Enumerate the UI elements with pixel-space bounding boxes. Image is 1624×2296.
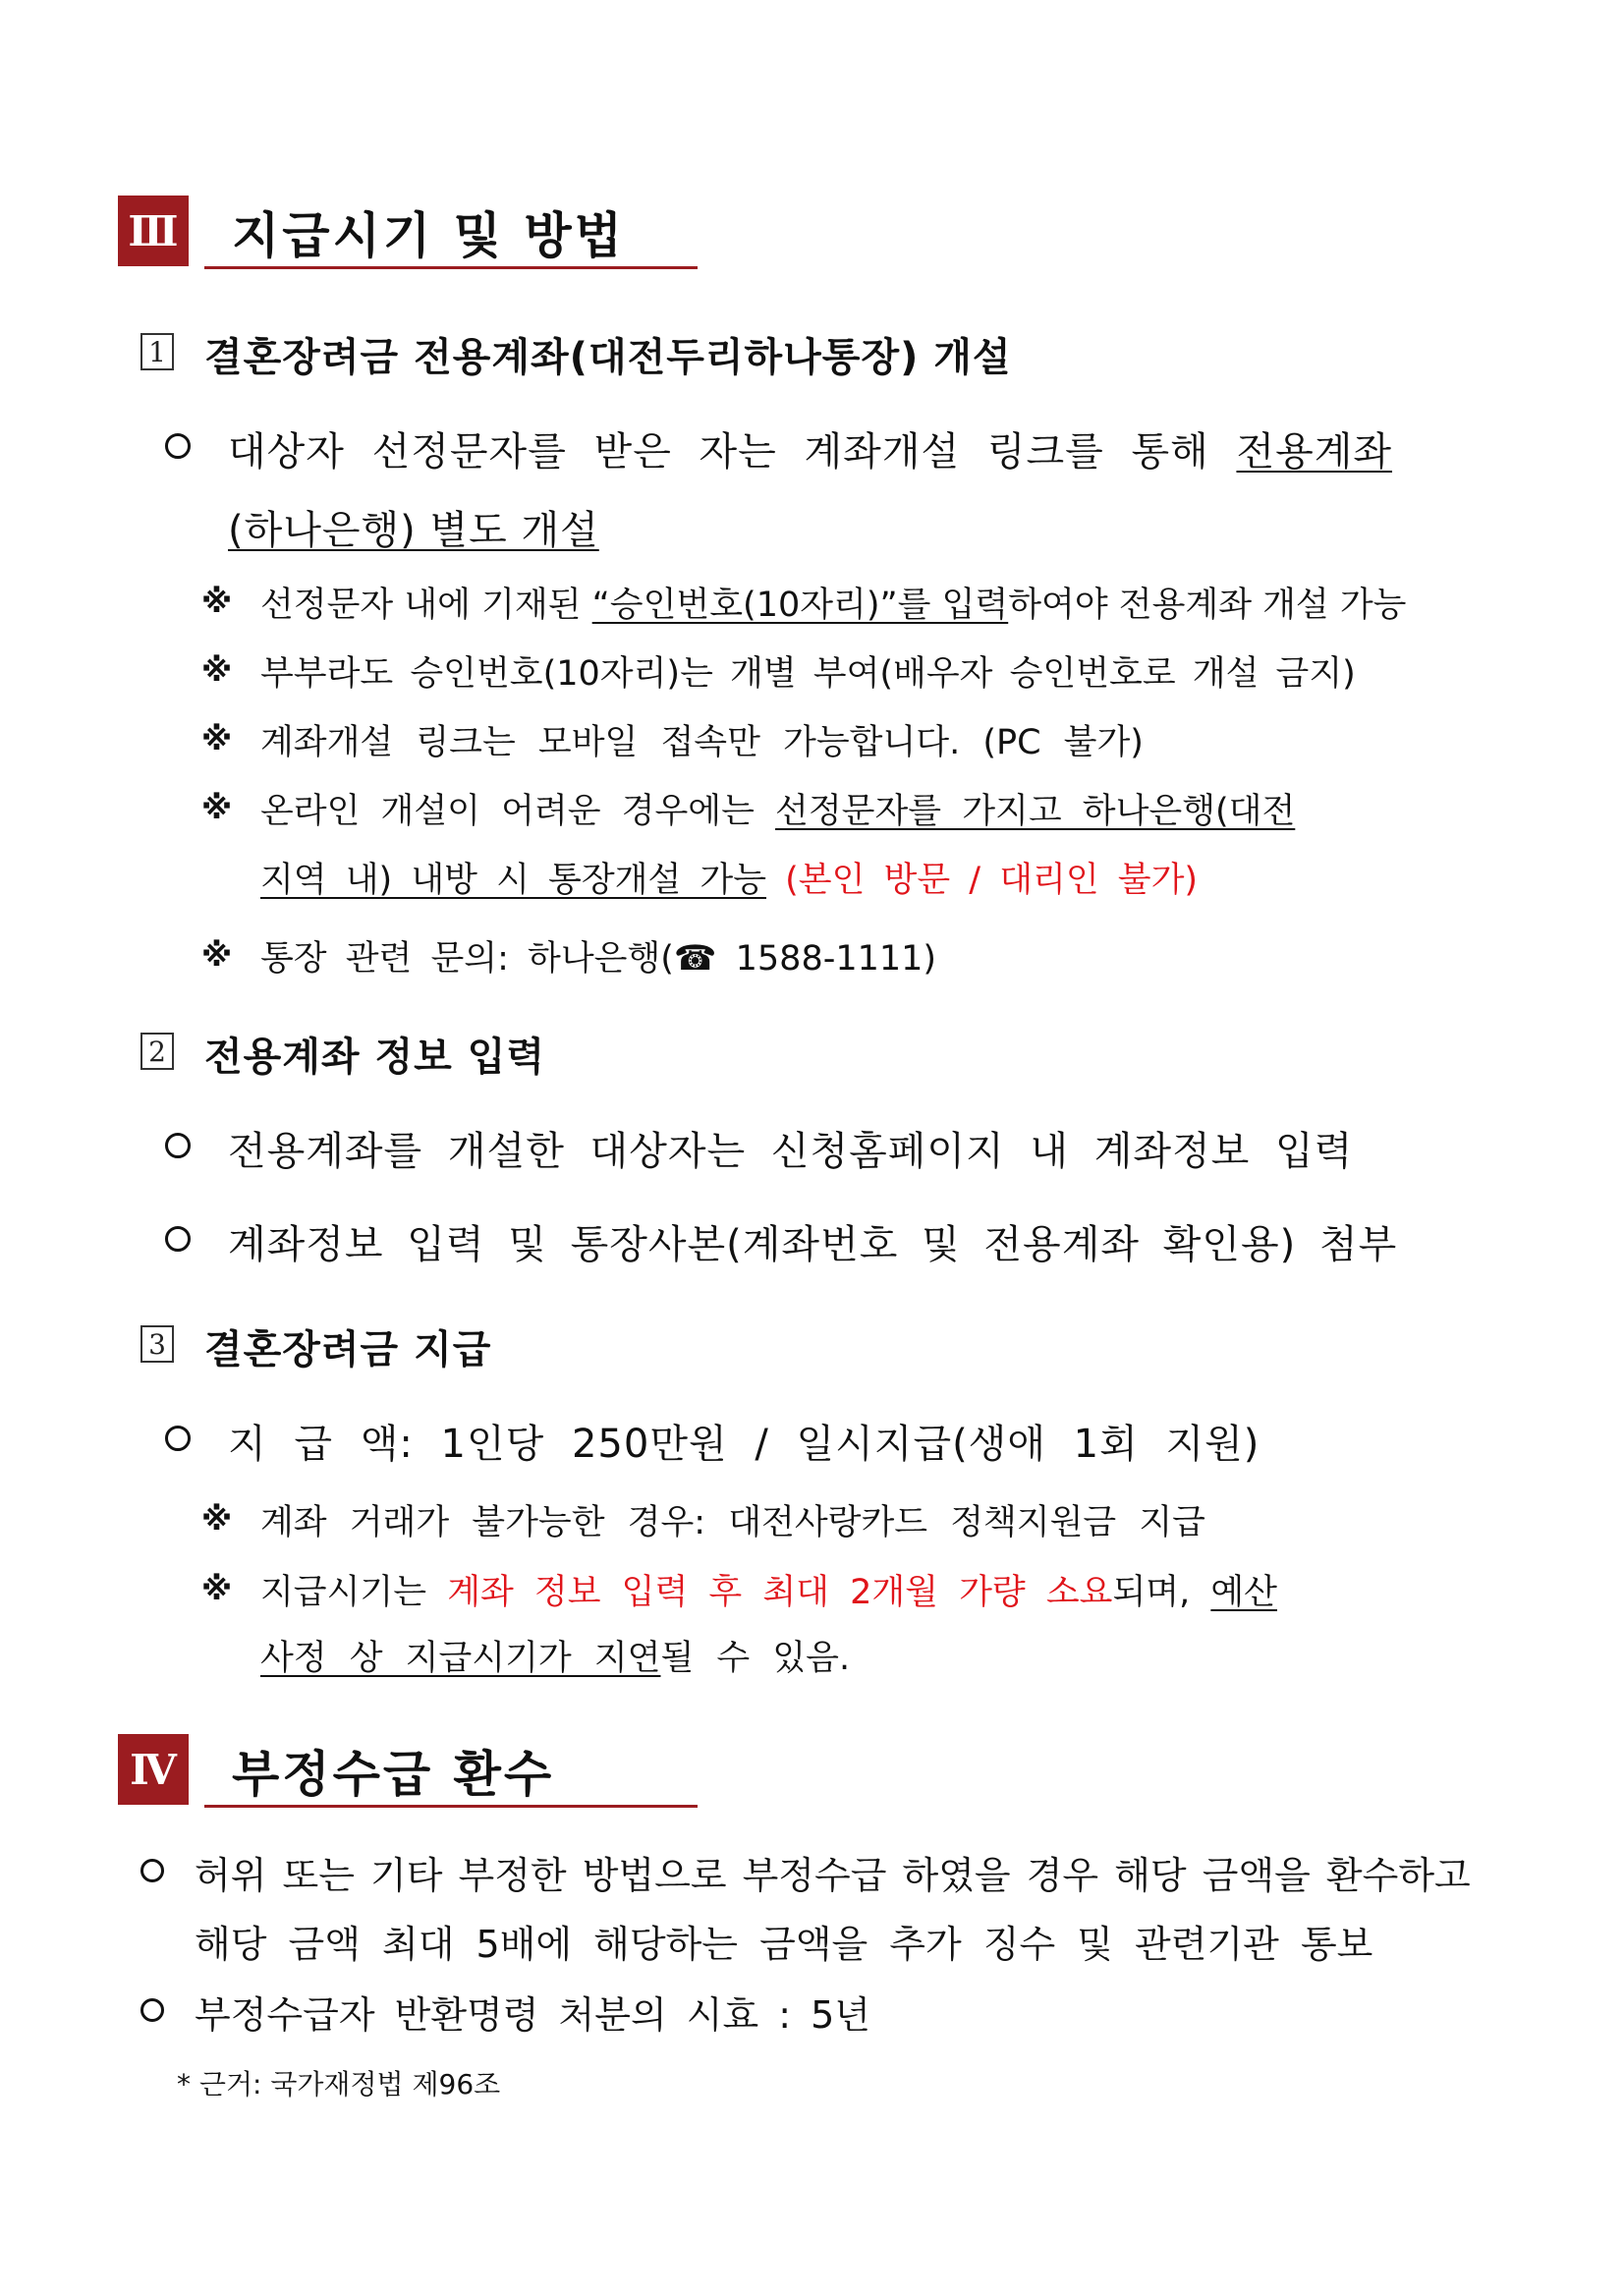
sub3-bullet1: 지 급 액: 1인당 250만원 / 일시지급(생애 1회 지원) [228, 1422, 1260, 1467]
subsection-3-number: 3 [140, 1325, 174, 1363]
bullet-circle-icon [165, 1133, 191, 1158]
subsection-2-number: 2 [140, 1033, 174, 1070]
sub1-note3: 계좌개설 링크는 모바일 접속만 가능합니다. (PC 불가) [260, 723, 1144, 762]
sub3-note2-red: 계좌 정보 입력 후 최대 2개월 가량 소요 [447, 1573, 1113, 1612]
sub1-bullet1-text: 대상자 선정문자를 받은 자는 계좌개설 링크를 통해 [228, 429, 1237, 475]
section-3-title: 지급시기 및 방법 [232, 207, 625, 264]
sub2-bullet2: 계좌정보 입력 및 통장사본(계좌번호 및 전용계좌 확인용) 첨부 [228, 1222, 1398, 1267]
subsection-2-title: 전용계좌 정보 입력 [204, 1035, 545, 1080]
sec4-basis-note: * 근거: 국가재정법 제96조 [177, 2068, 501, 2100]
sub3-note2-text-b: 되며, [1112, 1573, 1211, 1612]
note-mark-icon: ※ [201, 651, 233, 689]
sub3-note2-underline1: 예산 [1210, 1573, 1277, 1612]
note-mark-icon: ※ [201, 583, 233, 620]
sub1-note4-underline2: 지역 내) 내방 시 통장개설 가능 [260, 861, 767, 900]
subsection-3-title: 결혼장려금 지급 [204, 1327, 492, 1372]
sub1-note5: 통장 관련 문의: 하나은행(☎ 1588-1111) [260, 939, 937, 979]
sub1-note4-line1 [260, 784, 1295, 833]
bullet-circle-icon [165, 1226, 191, 1252]
bullet-circle-icon [165, 1426, 191, 1451]
subsection-1-title: 결혼장려금 전용계좌(대전두리하나통장) 개설 [204, 335, 1012, 380]
sub1-note4-line2 [260, 853, 1198, 902]
sub1-note4-text: 온라인 개설이 어려운 경우에는 [260, 792, 776, 831]
bullet-circle-icon [140, 1859, 164, 1882]
sec4-bullet2: 부정수급자 반환명령 처분의 시효 : 5년 [195, 1993, 870, 2037]
sec4-bullet1-line1: 허위 또는 기타 부정한 방법으로 부정수급 하였을 경우 해당 금액을 환수하고 [195, 1854, 1471, 1897]
sub1-note4-underline1: 선정문자를 가지고 하나은행(대전 [775, 792, 1296, 831]
sub1-note1 [260, 578, 1407, 627]
sub2-bullet1: 전용계좌를 개설한 대상자는 신청홈페이지 내 계좌정보 입력 [228, 1129, 1354, 1174]
sub3-note1: 계좌 거래가 불가능한 경우: 대전사랑카드 정책지원금 지급 [260, 1503, 1205, 1542]
note-mark-icon: ※ [201, 720, 233, 757]
sub3-note2-underline2: 사정 상 지급시기가 지연 [260, 1639, 661, 1678]
section-4-title: 부정수급 환수 [232, 1746, 555, 1803]
sub1-note4-red: (본인 방문 / 대리인 불가) [766, 861, 1199, 900]
sub1-note1-text-a: 선정문자 내에 기재된 [260, 586, 592, 625]
section-3-rule [204, 266, 698, 269]
section-4-badge: Ⅳ [118, 1734, 189, 1805]
sub1-bullet1-line1 [228, 420, 1392, 476]
note-mark-icon: ※ [201, 1500, 233, 1538]
section-4-rule [204, 1805, 698, 1808]
sub3-note2-line2 [260, 1631, 850, 1680]
note-mark-icon: ※ [201, 936, 233, 974]
note-mark-icon: ※ [201, 789, 233, 826]
sub3-note2-text-a: 지급시기는 [260, 1573, 448, 1612]
sub1-note2: 부부라도 승인번호(10자리)는 개별 부여(배우자 승인번호로 개설 금지) [260, 654, 1356, 694]
subsection-1-number: 1 [140, 333, 174, 370]
sub1-note1-underline: “승인번호(10자리)”를 입력 [591, 586, 1009, 625]
sub1-bullet1-underline: 전용계좌 [1236, 429, 1393, 475]
sub1-note1-text-b: 하여야 전용계좌 개설 가능 [1008, 586, 1407, 625]
sub1-bullet1-line2: (하나은행) 별도 개설 [228, 508, 599, 553]
bullet-circle-icon [140, 1998, 164, 2022]
note-mark-icon: ※ [201, 1570, 233, 1607]
sub3-note2-line1 [260, 1565, 1277, 1614]
section-3-badge: Ⅲ [118, 196, 189, 266]
bullet-circle-icon [165, 433, 191, 459]
sec4-bullet1-line2: 해당 금액 최대 5배에 해당하는 금액을 추가 징수 및 관련기관 통보 [195, 1923, 1373, 1966]
sub3-note2-text-c: 될 수 있음. [660, 1639, 851, 1678]
